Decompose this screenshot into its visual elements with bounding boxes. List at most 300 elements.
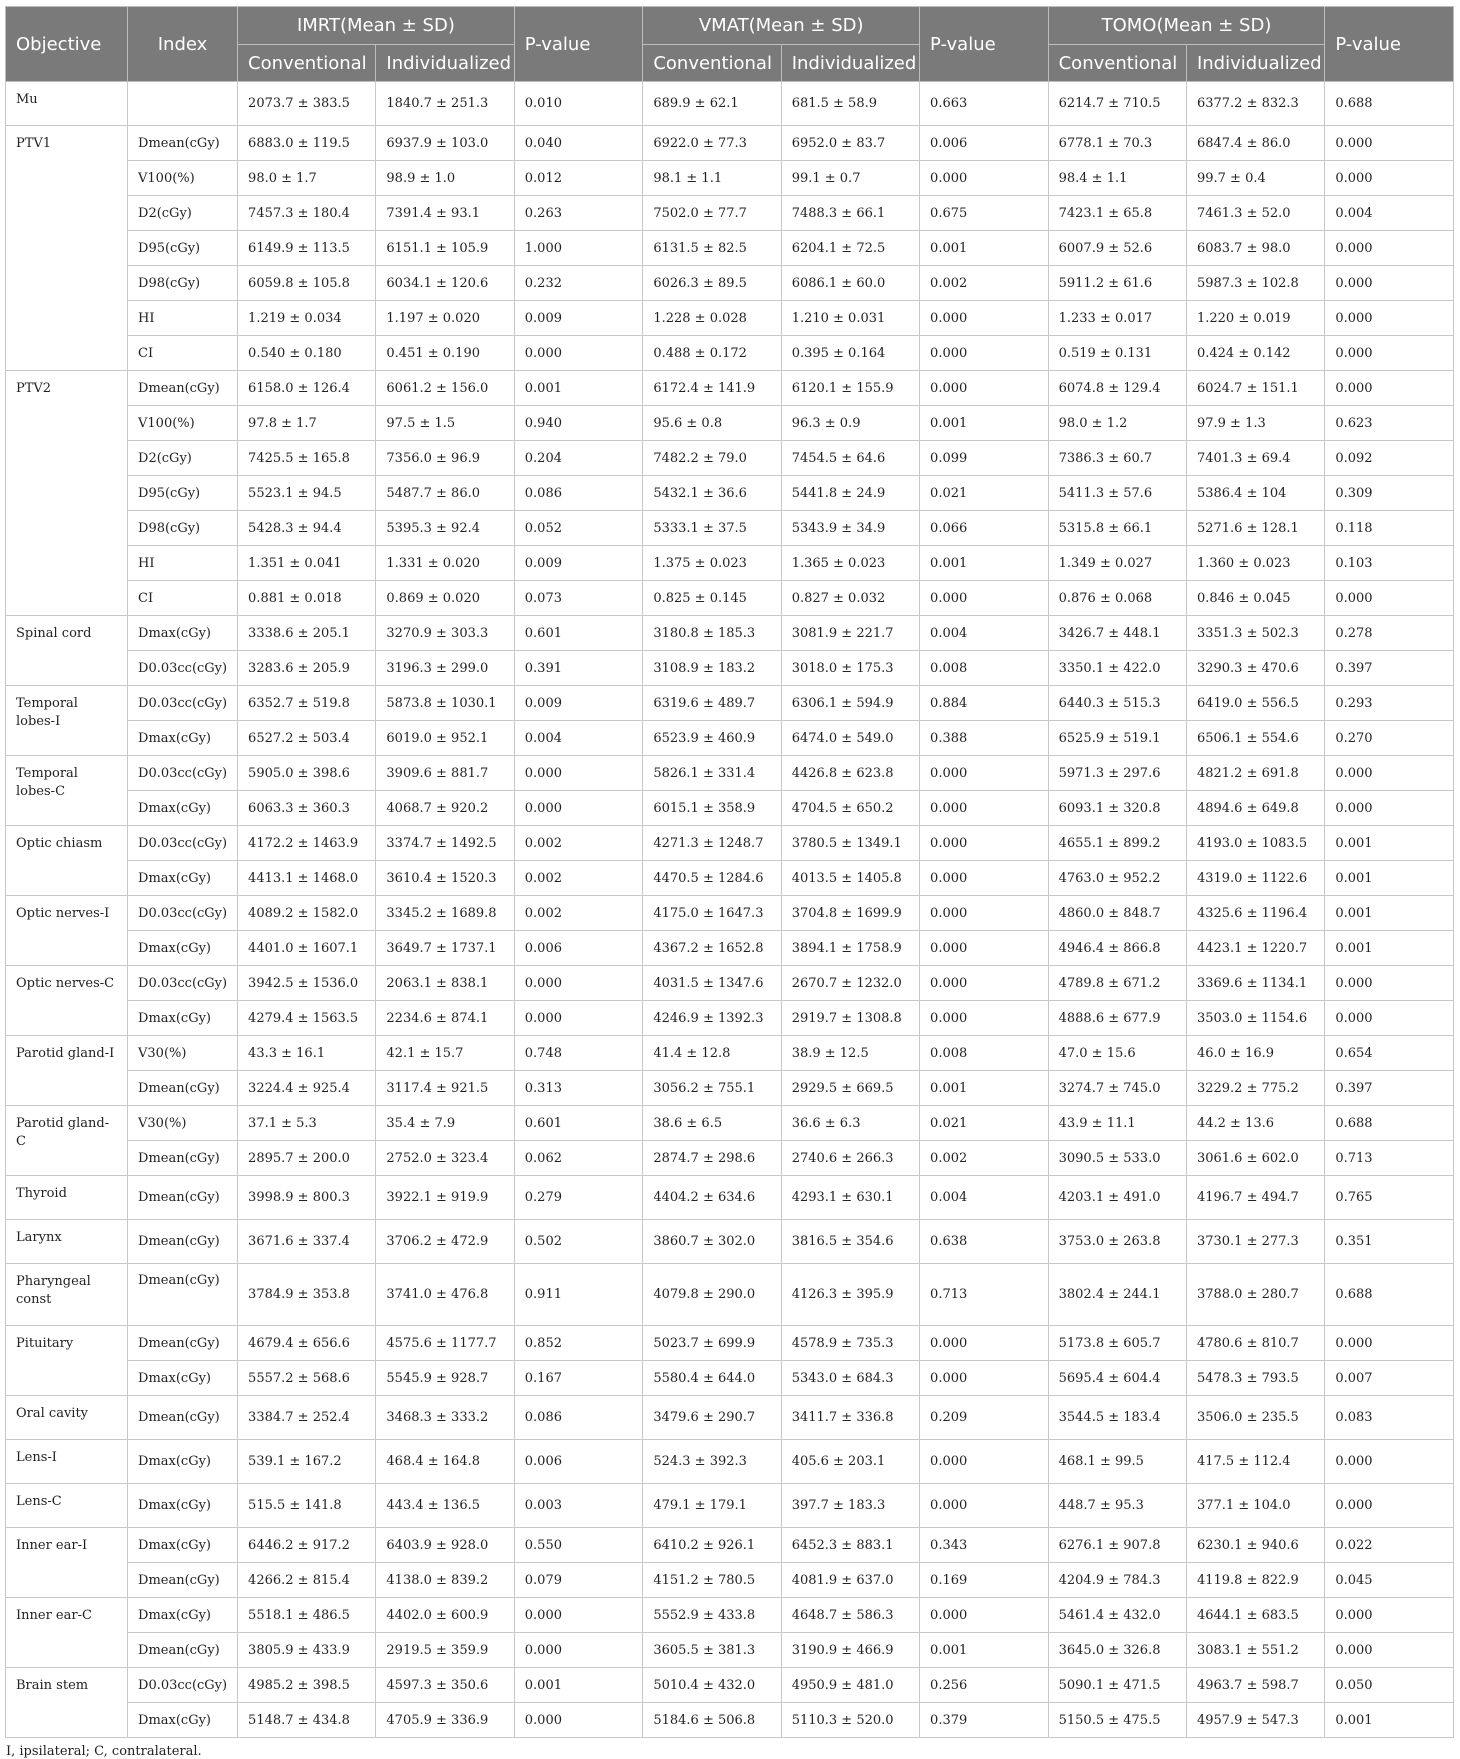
imrt-conventional-cell: 7425.5 ± 165.8: [238, 441, 376, 476]
objective-cell: Spinal cord: [6, 616, 128, 686]
tomo-pvalue-cell: 0.397: [1325, 1071, 1454, 1106]
vmat-pvalue-cell: 0.002: [920, 266, 1049, 301]
imrt-individualized-cell: 2063.1 ± 838.1: [376, 966, 514, 1001]
tomo-pvalue-cell: 0.000: [1325, 1326, 1454, 1361]
index-cell: D95(cGy): [128, 476, 238, 511]
imrt-conventional-cell: 6446.2 ± 917.2: [238, 1528, 376, 1563]
imrt-individualized-cell: 4705.9 ± 336.9: [376, 1703, 514, 1738]
imrt-pvalue-cell: 0.000: [514, 1001, 643, 1036]
table-row: [6, 301, 1454, 336]
index-cell: Dmean(cGy): [128, 371, 238, 406]
tomo-conventional-cell: 5090.1 ± 471.5: [1048, 1668, 1186, 1703]
imrt-conventional-cell: 4172.2 ± 1463.9: [238, 826, 376, 861]
tomo-individualized-cell: 99.7 ± 0.4: [1186, 161, 1324, 196]
table-row: [6, 196, 1454, 231]
imrt-pvalue-cell: 0.086: [514, 476, 643, 511]
vmat-pvalue-cell: 0.006: [920, 126, 1049, 161]
table-row: [6, 546, 1454, 581]
tomo-conventional-cell: 6074.8 ± 129.4: [1048, 371, 1186, 406]
imrt-conventional-cell: 4679.4 ± 656.6: [238, 1326, 376, 1361]
index-cell: D98(cGy): [128, 511, 238, 546]
table-row: [6, 511, 1454, 546]
imrt-pvalue-cell: 0.279: [514, 1176, 643, 1220]
vmat-pvalue-cell: 0.000: [920, 896, 1049, 931]
tomo-pvalue-cell: 0.654: [1325, 1036, 1454, 1071]
tomo-conventional-cell: 3544.5 ± 183.4: [1048, 1396, 1186, 1440]
vmat-pvalue-cell: 0.713: [920, 1264, 1049, 1326]
index-cell: Dmax(cGy): [128, 1703, 238, 1738]
vmat-pvalue-cell: 0.001: [920, 1633, 1049, 1668]
tomo-individualized-cell: 6419.0 ± 556.5: [1186, 686, 1324, 721]
tomo-conventional-cell: 6525.9 ± 519.1: [1048, 721, 1186, 756]
vmat-conventional-cell: 98.1 ± 1.1: [643, 161, 781, 196]
vmat-conventional-cell: 5552.9 ± 433.8: [643, 1598, 781, 1633]
imrt-individualized-cell: 3117.4 ± 921.5: [376, 1071, 514, 1106]
tomo-individualized-cell: 6230.1 ± 940.6: [1186, 1528, 1324, 1563]
imrt-conventional-cell: 3998.9 ± 800.3: [238, 1176, 376, 1220]
header-group-imrt: IMRT(Mean ± SD): [238, 7, 515, 45]
imrt-conventional-cell: 3942.5 ± 1536.0: [238, 966, 376, 1001]
tomo-individualized-cell: 4119.8 ± 822.9: [1186, 1563, 1324, 1598]
vmat-individualized-cell: 0.827 ± 0.032: [781, 581, 919, 616]
imrt-conventional-cell: 3784.9 ± 353.8: [238, 1264, 376, 1326]
tomo-pvalue-cell: 0.050: [1325, 1668, 1454, 1703]
imrt-conventional-cell: 2073.7 ± 383.5: [238, 82, 376, 126]
vmat-individualized-cell: 3704.8 ± 1699.9: [781, 896, 919, 931]
vmat-pvalue-cell: 0.256: [920, 1668, 1049, 1703]
imrt-pvalue-cell: 0.002: [514, 896, 643, 931]
header-tomo-individualized: Individualized: [1186, 45, 1324, 82]
imrt-pvalue-cell: 0.012: [514, 161, 643, 196]
tomo-conventional-cell: 0.876 ± 0.068: [1048, 581, 1186, 616]
header-imrt-individualized: Individualized: [376, 45, 514, 82]
index-cell: Dmean(cGy): [128, 1071, 238, 1106]
table-body: [6, 82, 1454, 1738]
vmat-individualized-cell: 4950.9 ± 481.0: [781, 1668, 919, 1703]
vmat-individualized-cell: 6306.1 ± 594.9: [781, 686, 919, 721]
vmat-conventional-cell: 4175.0 ± 1647.3: [643, 896, 781, 931]
imrt-individualized-cell: 5873.8 ± 1030.1: [376, 686, 514, 721]
tomo-conventional-cell: 6440.3 ± 515.3: [1048, 686, 1186, 721]
tomo-pvalue-cell: 0.000: [1325, 301, 1454, 336]
imrt-individualized-cell: 7356.0 ± 96.9: [376, 441, 514, 476]
tomo-conventional-cell: 4763.0 ± 952.2: [1048, 861, 1186, 896]
imrt-conventional-cell: 6158.0 ± 126.4: [238, 371, 376, 406]
imrt-individualized-cell: 2919.5 ± 359.9: [376, 1633, 514, 1668]
tomo-individualized-cell: 3229.2 ± 775.2: [1186, 1071, 1324, 1106]
tomo-conventional-cell: 3090.5 ± 533.0: [1048, 1141, 1186, 1176]
tomo-conventional-cell: 3350.1 ± 422.0: [1048, 651, 1186, 686]
index-cell: Dmean(cGy): [128, 1264, 238, 1326]
tomo-conventional-cell: 47.0 ± 15.6: [1048, 1036, 1186, 1071]
tomo-individualized-cell: 3788.0 ± 280.7: [1186, 1264, 1324, 1326]
vmat-pvalue-cell: 0.388: [920, 721, 1049, 756]
imrt-pvalue-cell: 0.000: [514, 966, 643, 1001]
tomo-individualized-cell: 3369.6 ± 1134.1: [1186, 966, 1324, 1001]
tomo-pvalue-cell: 0.000: [1325, 126, 1454, 161]
objective-cell: Lens-I: [6, 1440, 128, 1484]
imrt-conventional-cell: 43.3 ± 16.1: [238, 1036, 376, 1071]
index-cell: V100(%): [128, 406, 238, 441]
vmat-individualized-cell: 6952.0 ± 83.7: [781, 126, 919, 161]
index-cell: HI: [128, 546, 238, 581]
table-row: [6, 371, 1454, 406]
vmat-conventional-cell: 6172.4 ± 141.9: [643, 371, 781, 406]
tomo-conventional-cell: 6276.1 ± 907.8: [1048, 1528, 1186, 1563]
vmat-individualized-cell: 5110.3 ± 520.0: [781, 1703, 919, 1738]
index-cell: D2(cGy): [128, 441, 238, 476]
vmat-pvalue-cell: 0.021: [920, 476, 1049, 511]
table-row: [6, 1141, 1454, 1176]
index-cell: [128, 82, 238, 126]
objective-cell: Temporal lobes-I: [6, 686, 128, 756]
table-row: [6, 1484, 1454, 1528]
vmat-pvalue-cell: 0.001: [920, 231, 1049, 266]
imrt-pvalue-cell: 0.601: [514, 1106, 643, 1141]
tomo-conventional-cell: 5695.4 ± 604.4: [1048, 1361, 1186, 1396]
index-cell: Dmax(cGy): [128, 791, 238, 826]
vmat-pvalue-cell: 0.379: [920, 1703, 1049, 1738]
tomo-individualized-cell: 4821.2 ± 691.8: [1186, 756, 1324, 791]
table-row: [6, 651, 1454, 686]
imrt-conventional-cell: 1.219 ± 0.034: [238, 301, 376, 336]
table-row: [6, 1264, 1454, 1326]
vmat-pvalue-cell: 0.002: [920, 1141, 1049, 1176]
vmat-individualized-cell: 6120.1 ± 155.9: [781, 371, 919, 406]
imrt-individualized-cell: 0.869 ± 0.020: [376, 581, 514, 616]
imrt-conventional-cell: 3283.6 ± 205.9: [238, 651, 376, 686]
vmat-pvalue-cell: 0.000: [920, 1361, 1049, 1396]
index-cell: D0.03cc(cGy): [128, 756, 238, 791]
vmat-individualized-cell: 6204.1 ± 72.5: [781, 231, 919, 266]
tomo-pvalue-cell: 0.000: [1325, 1598, 1454, 1633]
imrt-conventional-cell: 4266.2 ± 815.4: [238, 1563, 376, 1598]
imrt-conventional-cell: 515.5 ± 141.8: [238, 1484, 376, 1528]
tomo-conventional-cell: 7386.3 ± 60.7: [1048, 441, 1186, 476]
table-row: [6, 82, 1454, 126]
table-row: [6, 1703, 1454, 1738]
header-vmat-conventional: Conventional: [643, 45, 781, 82]
vmat-individualized-cell: 3894.1 ± 1758.9: [781, 931, 919, 966]
table-row: [6, 231, 1454, 266]
vmat-conventional-cell: 6131.5 ± 82.5: [643, 231, 781, 266]
table-row: [6, 1668, 1454, 1703]
imrt-conventional-cell: 4401.0 ± 1607.1: [238, 931, 376, 966]
table-row: [6, 161, 1454, 196]
imrt-pvalue-cell: 0.006: [514, 931, 643, 966]
header-pvalue-imrt: P-value: [514, 7, 643, 82]
index-cell: D0.03cc(cGy): [128, 966, 238, 1001]
vmat-conventional-cell: 3108.9 ± 183.2: [643, 651, 781, 686]
vmat-pvalue-cell: 0.000: [920, 931, 1049, 966]
tomo-individualized-cell: 3506.0 ± 235.5: [1186, 1396, 1324, 1440]
imrt-individualized-cell: 6403.9 ± 928.0: [376, 1528, 514, 1563]
tomo-pvalue-cell: 0.309: [1325, 476, 1454, 511]
vmat-pvalue-cell: 0.001: [920, 1071, 1049, 1106]
index-cell: Dmean(cGy): [128, 1141, 238, 1176]
imrt-individualized-cell: 3468.3 ± 333.2: [376, 1396, 514, 1440]
vmat-pvalue-cell: 0.099: [920, 441, 1049, 476]
tomo-pvalue-cell: 0.000: [1325, 1633, 1454, 1668]
vmat-conventional-cell: 4271.3 ± 1248.7: [643, 826, 781, 861]
imrt-individualized-cell: 7391.4 ± 93.1: [376, 196, 514, 231]
vmat-pvalue-cell: 0.004: [920, 616, 1049, 651]
index-cell: Dmean(cGy): [128, 1176, 238, 1220]
vmat-pvalue-cell: 0.663: [920, 82, 1049, 126]
vmat-conventional-cell: 0.488 ± 0.172: [643, 336, 781, 371]
imrt-conventional-cell: 37.1 ± 5.3: [238, 1106, 376, 1141]
imrt-pvalue-cell: 0.086: [514, 1396, 643, 1440]
imrt-pvalue-cell: 0.002: [514, 826, 643, 861]
tomo-conventional-cell: 4789.8 ± 671.2: [1048, 966, 1186, 1001]
imrt-pvalue-cell: 0.000: [514, 336, 643, 371]
index-cell: Dmax(cGy): [128, 931, 238, 966]
imrt-conventional-cell: 4279.4 ± 1563.5: [238, 1001, 376, 1036]
header-group-tomo: TOMO(Mean ± SD): [1048, 7, 1325, 45]
tomo-conventional-cell: 43.9 ± 11.1: [1048, 1106, 1186, 1141]
tomo-pvalue-cell: 0.007: [1325, 1361, 1454, 1396]
imrt-pvalue-cell: 0.000: [514, 1703, 643, 1738]
vmat-conventional-cell: 7482.2 ± 79.0: [643, 441, 781, 476]
vmat-individualized-cell: 4426.8 ± 623.8: [781, 756, 919, 791]
vmat-conventional-cell: 6523.9 ± 460.9: [643, 721, 781, 756]
header-index: Index: [128, 7, 238, 82]
index-cell: Dmax(cGy): [128, 616, 238, 651]
imrt-individualized-cell: 6034.1 ± 120.6: [376, 266, 514, 301]
imrt-individualized-cell: 3706.2 ± 472.9: [376, 1220, 514, 1264]
vmat-conventional-cell: 7502.0 ± 77.7: [643, 196, 781, 231]
tomo-individualized-cell: 4894.6 ± 649.8: [1186, 791, 1324, 826]
imrt-conventional-cell: 7457.3 ± 180.4: [238, 196, 376, 231]
table-row: [6, 756, 1454, 791]
imrt-pvalue-cell: 0.040: [514, 126, 643, 161]
vmat-pvalue-cell: 0.001: [920, 546, 1049, 581]
vmat-conventional-cell: 689.9 ± 62.1: [643, 82, 781, 126]
tomo-conventional-cell: 7423.1 ± 65.8: [1048, 196, 1186, 231]
imrt-pvalue-cell: 0.000: [514, 1633, 643, 1668]
imrt-individualized-cell: 2752.0 ± 323.4: [376, 1141, 514, 1176]
imrt-conventional-cell: 3224.4 ± 925.4: [238, 1071, 376, 1106]
tomo-pvalue-cell: 0.092: [1325, 441, 1454, 476]
table-row: [6, 1326, 1454, 1361]
vmat-conventional-cell: 1.375 ± 0.023: [643, 546, 781, 581]
tomo-conventional-cell: 5150.5 ± 475.5: [1048, 1703, 1186, 1738]
vmat-pvalue-cell: 0.343: [920, 1528, 1049, 1563]
vmat-pvalue-cell: 0.000: [920, 966, 1049, 1001]
table-row: [6, 826, 1454, 861]
imrt-individualized-cell: 6019.0 ± 952.1: [376, 721, 514, 756]
tomo-individualized-cell: 5386.4 ± 104: [1186, 476, 1324, 511]
imrt-individualized-cell: 35.4 ± 7.9: [376, 1106, 514, 1141]
table-row: [6, 721, 1454, 756]
vmat-individualized-cell: 2919.7 ± 1308.8: [781, 1001, 919, 1036]
vmat-conventional-cell: 4151.2 ± 780.5: [643, 1563, 781, 1598]
tomo-conventional-cell: 3274.7 ± 745.0: [1048, 1071, 1186, 1106]
vmat-pvalue-cell: 0.000: [920, 1440, 1049, 1484]
tomo-pvalue-cell: 0.623: [1325, 406, 1454, 441]
index-cell: Dmean(cGy): [128, 126, 238, 161]
vmat-individualized-cell: 6474.0 ± 549.0: [781, 721, 919, 756]
vmat-pvalue-cell: 0.169: [920, 1563, 1049, 1598]
imrt-pvalue-cell: 0.002: [514, 861, 643, 896]
table-row: [6, 581, 1454, 616]
imrt-individualized-cell: 3610.4 ± 1520.3: [376, 861, 514, 896]
header-pvalue-vmat: P-value: [920, 7, 1049, 82]
vmat-individualized-cell: 3816.5 ± 354.6: [781, 1220, 919, 1264]
vmat-pvalue-cell: 0.638: [920, 1220, 1049, 1264]
table-row: [6, 791, 1454, 826]
vmat-individualized-cell: 5441.8 ± 24.9: [781, 476, 919, 511]
tomo-pvalue-cell: 0.000: [1325, 966, 1454, 1001]
tomo-individualized-cell: 417.5 ± 112.4: [1186, 1440, 1324, 1484]
imrt-individualized-cell: 4597.3 ± 350.6: [376, 1668, 514, 1703]
objective-cell: Parotid gland-I: [6, 1036, 128, 1106]
table-row: [6, 896, 1454, 931]
imrt-conventional-cell: 6352.7 ± 519.8: [238, 686, 376, 721]
imrt-pvalue-cell: 1.000: [514, 231, 643, 266]
imrt-individualized-cell: 6151.1 ± 105.9: [376, 231, 514, 266]
table-row: [6, 441, 1454, 476]
tomo-pvalue-cell: 0.001: [1325, 931, 1454, 966]
vmat-conventional-cell: 5580.4 ± 644.0: [643, 1361, 781, 1396]
imrt-conventional-cell: 3671.6 ± 337.4: [238, 1220, 376, 1264]
tomo-pvalue-cell: 0.083: [1325, 1396, 1454, 1440]
imrt-conventional-cell: 3384.7 ± 252.4: [238, 1396, 376, 1440]
vmat-pvalue-cell: 0.884: [920, 686, 1049, 721]
vmat-individualized-cell: 3081.9 ± 221.7: [781, 616, 919, 651]
imrt-conventional-cell: 4413.1 ± 1468.0: [238, 861, 376, 896]
table-row: [6, 126, 1454, 161]
imrt-individualized-cell: 4068.7 ± 920.2: [376, 791, 514, 826]
tomo-conventional-cell: 5173.8 ± 605.7: [1048, 1326, 1186, 1361]
imrt-pvalue-cell: 0.232: [514, 266, 643, 301]
tomo-pvalue-cell: 0.000: [1325, 161, 1454, 196]
vmat-pvalue-cell: 0.001: [920, 406, 1049, 441]
index-cell: D0.03cc(cGy): [128, 826, 238, 861]
imrt-individualized-cell: 98.9 ± 1.0: [376, 161, 514, 196]
vmat-conventional-cell: 4079.8 ± 290.0: [643, 1264, 781, 1326]
objective-cell: Thyroid: [6, 1176, 128, 1220]
imrt-pvalue-cell: 0.073: [514, 581, 643, 616]
tomo-pvalue-cell: 0.270: [1325, 721, 1454, 756]
vmat-individualized-cell: 4013.5 ± 1405.8: [781, 861, 919, 896]
tomo-individualized-cell: 3061.6 ± 602.0: [1186, 1141, 1324, 1176]
vmat-individualized-cell: 1.365 ± 0.023: [781, 546, 919, 581]
imrt-individualized-cell: 3374.7 ± 1492.5: [376, 826, 514, 861]
imrt-individualized-cell: 42.1 ± 15.7: [376, 1036, 514, 1071]
table-row: [6, 1176, 1454, 1220]
tomo-pvalue-cell: 0.001: [1325, 1703, 1454, 1738]
imrt-individualized-cell: 0.451 ± 0.190: [376, 336, 514, 371]
imrt-pvalue-cell: 0.748: [514, 1036, 643, 1071]
tomo-pvalue-cell: 0.688: [1325, 1106, 1454, 1141]
objective-cell: Parotid gland-C: [6, 1106, 128, 1176]
imrt-individualized-cell: 3345.2 ± 1689.8: [376, 896, 514, 931]
vmat-conventional-cell: 5826.1 ± 331.4: [643, 756, 781, 791]
imrt-pvalue-cell: 0.079: [514, 1563, 643, 1598]
tomo-individualized-cell: 3083.1 ± 551.2: [1186, 1633, 1324, 1668]
vmat-individualized-cell: 405.6 ± 203.1: [781, 1440, 919, 1484]
tomo-conventional-cell: 4888.6 ± 677.9: [1048, 1001, 1186, 1036]
objective-cell: Temporal lobes-C: [6, 756, 128, 826]
table-row: [6, 966, 1454, 1001]
tomo-pvalue-cell: 0.713: [1325, 1141, 1454, 1176]
tomo-pvalue-cell: 0.022: [1325, 1528, 1454, 1563]
header-group-vmat: VMAT(Mean ± SD): [643, 7, 920, 45]
tomo-conventional-cell: 5971.3 ± 297.6: [1048, 756, 1186, 791]
imrt-conventional-cell: 5518.1 ± 486.5: [238, 1598, 376, 1633]
vmat-pvalue-cell: 0.066: [920, 511, 1049, 546]
vmat-individualized-cell: 7488.3 ± 66.1: [781, 196, 919, 231]
imrt-pvalue-cell: 0.003: [514, 1484, 643, 1528]
vmat-individualized-cell: 681.5 ± 58.9: [781, 82, 919, 126]
imrt-individualized-cell: 6937.9 ± 103.0: [376, 126, 514, 161]
tomo-conventional-cell: 6214.7 ± 710.5: [1048, 82, 1186, 126]
table-row: [6, 1633, 1454, 1668]
index-cell: Dmax(cGy): [128, 1440, 238, 1484]
table-row: [6, 1106, 1454, 1141]
imrt-conventional-cell: 6149.9 ± 113.5: [238, 231, 376, 266]
vmat-pvalue-cell: 0.021: [920, 1106, 1049, 1141]
vmat-individualized-cell: 2929.5 ± 669.5: [781, 1071, 919, 1106]
vmat-individualized-cell: 36.6 ± 6.3: [781, 1106, 919, 1141]
index-cell: Dmean(cGy): [128, 1563, 238, 1598]
objective-cell: Mu: [6, 82, 128, 126]
tomo-individualized-cell: 6024.7 ± 151.1: [1186, 371, 1324, 406]
tomo-pvalue-cell: 0.688: [1325, 82, 1454, 126]
tomo-pvalue-cell: 0.000: [1325, 791, 1454, 826]
vmat-pvalue-cell: 0.004: [920, 1176, 1049, 1220]
vmat-individualized-cell: 3018.0 ± 175.3: [781, 651, 919, 686]
tomo-pvalue-cell: 0.688: [1325, 1264, 1454, 1326]
header-objective: Objective: [6, 7, 128, 82]
tomo-conventional-cell: 3426.7 ± 448.1: [1048, 616, 1186, 651]
vmat-conventional-cell: 4031.5 ± 1347.6: [643, 966, 781, 1001]
objective-cell: Optic nerves-C: [6, 966, 128, 1036]
imrt-pvalue-cell: 0.940: [514, 406, 643, 441]
imrt-pvalue-cell: 0.009: [514, 686, 643, 721]
imrt-conventional-cell: 0.881 ± 0.018: [238, 581, 376, 616]
imrt-pvalue-cell: 0.052: [514, 511, 643, 546]
vmat-pvalue-cell: 0.000: [920, 336, 1049, 371]
imrt-pvalue-cell: 0.550: [514, 1528, 643, 1563]
vmat-individualized-cell: 5343.9 ± 34.9: [781, 511, 919, 546]
imrt-individualized-cell: 3196.3 ± 299.0: [376, 651, 514, 686]
imrt-individualized-cell: 5545.9 ± 928.7: [376, 1361, 514, 1396]
tomo-individualized-cell: 4325.6 ± 1196.4: [1186, 896, 1324, 931]
vmat-conventional-cell: 5010.4 ± 432.0: [643, 1668, 781, 1703]
header-vmat-individualized: Individualized: [781, 45, 919, 82]
tomo-pvalue-cell: 0.000: [1325, 581, 1454, 616]
index-cell: Dmax(cGy): [128, 1361, 238, 1396]
vmat-pvalue-cell: 0.000: [920, 1001, 1049, 1036]
tomo-individualized-cell: 4193.0 ± 1083.5: [1186, 826, 1324, 861]
imrt-pvalue-cell: 0.167: [514, 1361, 643, 1396]
tomo-individualized-cell: 6506.1 ± 554.6: [1186, 721, 1324, 756]
index-cell: Dmean(cGy): [128, 1326, 238, 1361]
table-row: [6, 336, 1454, 371]
tomo-individualized-cell: 3290.3 ± 470.6: [1186, 651, 1324, 686]
table-row: [6, 931, 1454, 966]
imrt-conventional-cell: 97.8 ± 1.7: [238, 406, 376, 441]
vmat-conventional-cell: 479.1 ± 179.1: [643, 1484, 781, 1528]
vmat-individualized-cell: 3411.7 ± 336.8: [781, 1396, 919, 1440]
imrt-conventional-cell: 4089.2 ± 1582.0: [238, 896, 376, 931]
imrt-individualized-cell: 3922.1 ± 919.9: [376, 1176, 514, 1220]
imrt-pvalue-cell: 0.001: [514, 1668, 643, 1703]
index-cell: Dmax(cGy): [128, 1598, 238, 1633]
vmat-conventional-cell: 4367.2 ± 1652.8: [643, 931, 781, 966]
